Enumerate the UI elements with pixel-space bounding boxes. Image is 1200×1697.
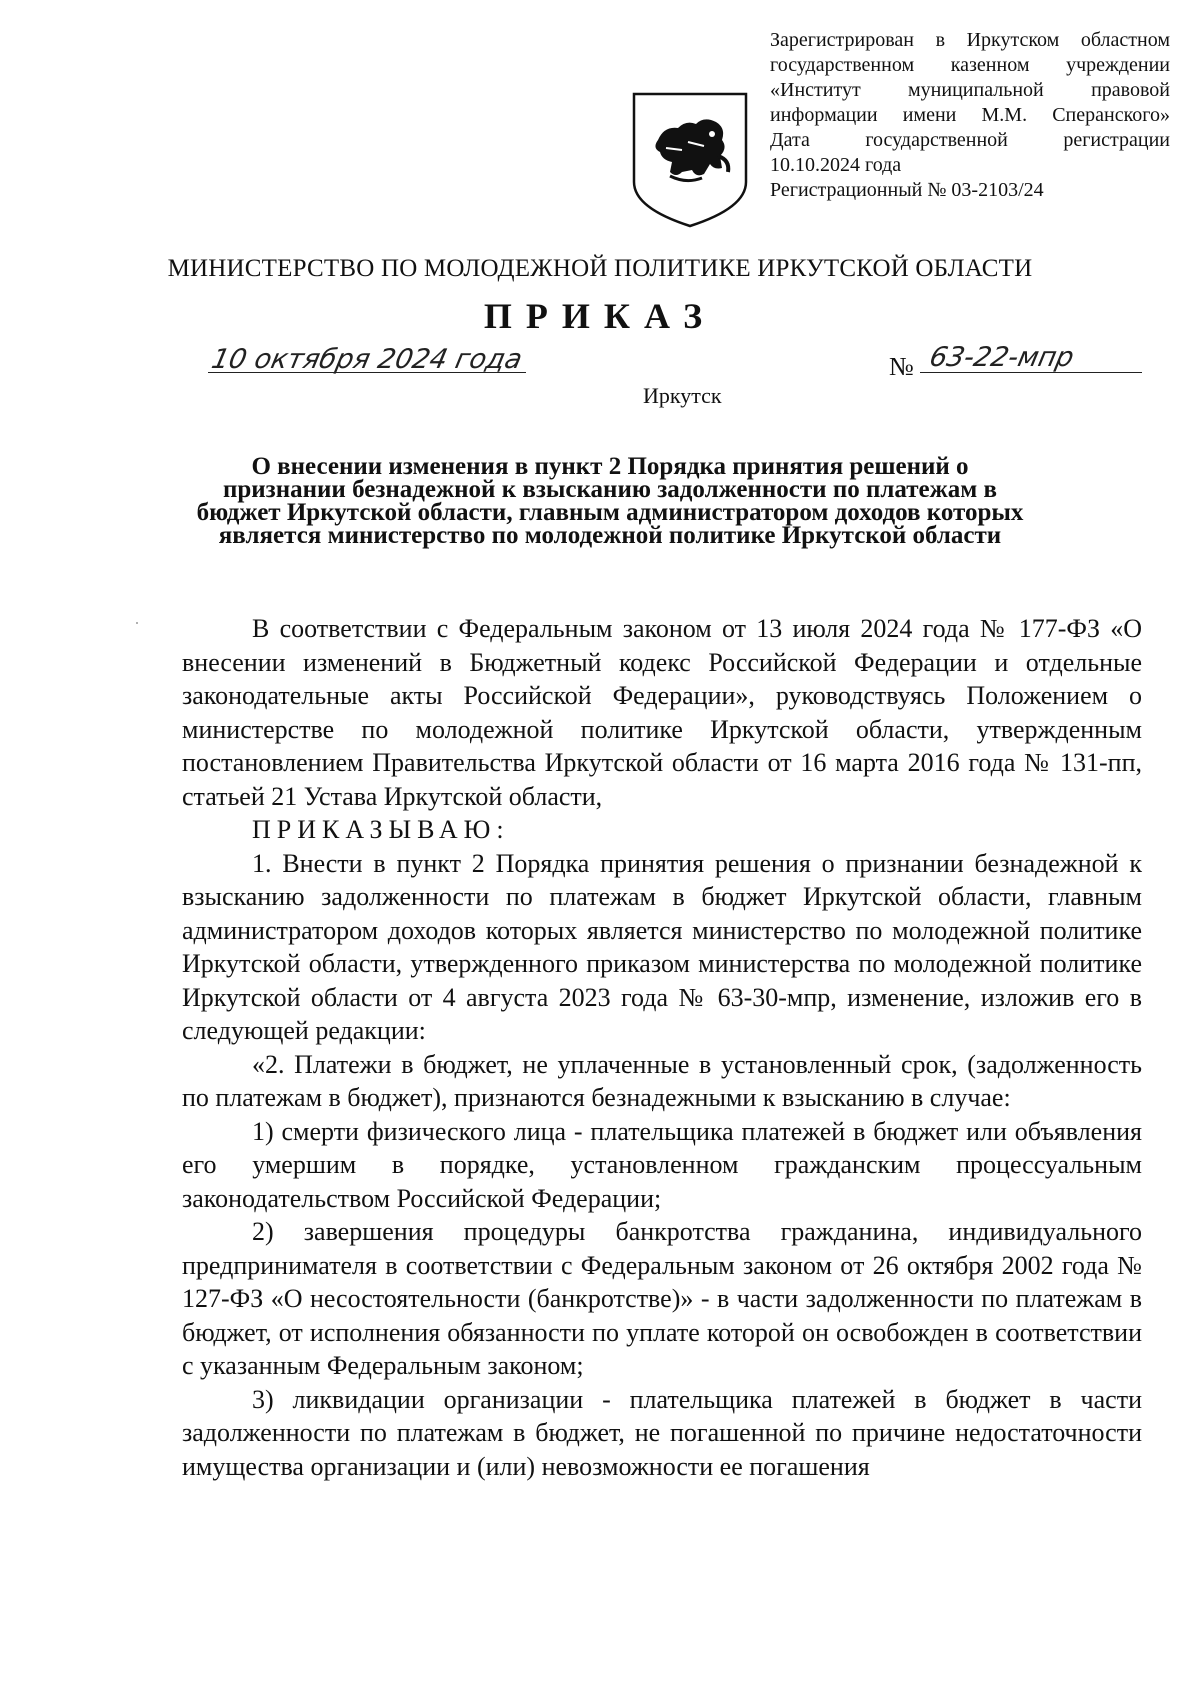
number-sign: № xyxy=(889,352,914,381)
title-line: бюджет Иркутской области, главным администратором доходов которых xyxy=(196,499,1024,526)
document-body xyxy=(182,612,1142,1483)
title-line: является министерство по молодежной политике Иркутской области xyxy=(218,522,1002,549)
registration-line: информации имени М.М. Сперанского» xyxy=(770,104,1170,126)
city: Иркутск xyxy=(643,383,722,408)
registration-line: Дата государственной регистрации xyxy=(770,129,1170,151)
clause-paragraph: 1) смерти физического лица - плательщика платежей в бюджет или объявления его умершим в порядке, установленном гражданским процессуальным законодательством Российской Федерации; xyxy=(182,1116,1142,1213)
registration-line: государственном казенном учреждении xyxy=(770,54,1170,76)
ministry-name: МИНИСТЕРСТВО ПО МОЛОДЕЖНОЙ ПОЛИТИКЕ ИРКУТСКОЙ ОБЛАСТИ xyxy=(167,255,1033,282)
order-keyword: ПРИКАЗЫВАЮ: xyxy=(252,815,510,844)
handwritten-date: 10 октября 2024 года xyxy=(208,344,525,375)
registration-line: Регистрационный № 03-2103/24 xyxy=(770,179,1044,201)
clause-paragraph: «2. Платежи в бюджет, не уплаченные в установленный срок, (задолженность по платежам в бюджет), признаются безнадежными к взысканию в случае: xyxy=(182,1049,1142,1112)
registration-stamp xyxy=(770,28,1170,203)
clause-paragraph: 3) ликвидации организации - плательщика платежей в бюджет в части задолженности по платежам в бюджет, не погашенной по причине недостаточности имущества организации и (или) невозможности ее погашения xyxy=(182,1384,1142,1481)
registration-line: 10.10.2024 года xyxy=(770,154,902,176)
handwritten-number: 63-22-мпр xyxy=(926,342,1077,373)
title-line: признании безнадежной к взысканию задолженности по платежам в xyxy=(222,476,998,503)
scan-speck xyxy=(136,622,138,624)
document-title xyxy=(170,455,1050,547)
registration-line: «Институт муниципальной правовой xyxy=(770,79,1170,101)
clause-paragraph: 1. Внести в пункт 2 Порядка принятия решения о признании безнадежной к взысканию задолженности по платежам в бюджет Иркутской области, главным администратором доходов которых является министерство по молодежной политике Иркутской области, утвержденного приказом министерства по молодежной политике Иркутской области от 4 августа 2023 года № 63-30-мпр, изменение, изложив его в следующей редакции: xyxy=(182,848,1142,1045)
clause-paragraph: 2) завершения процедуры банкротства гражданина, индивидуального предпринимателя в соответствии с Федеральным законом от 26 октября 2002 года № 127-ФЗ «О несостоятельности (банкротстве)» - в части задолженности по платежам в бюджет, от исполнения обязанности по уплате которой он освобожден в соответствии с указанным Федеральным законом; xyxy=(182,1217,1142,1380)
registration-line: Зарегистрирован в Иркутском областном xyxy=(770,29,1170,51)
irkutsk-coat-of-arms-icon xyxy=(630,90,750,230)
date-underline xyxy=(208,372,526,373)
document-type: ПРИКАЗ xyxy=(483,296,717,336)
title-line: О внесении изменения в пункт 2 Порядка принятия решений о xyxy=(251,453,969,480)
number-underline xyxy=(920,372,1142,373)
preamble-paragraph: В соответствии с Федеральным законом от 13 июля 2024 года № 177-ФЗ «О внесении изменений в Бюджетный кодекс Российской Федерации и отдельные законодательные акты Российской Федерации», руководствуясь Положением о министерстве по молодежной политике Иркутской области, утвержденным постановлением Правительства Иркутской области от 16 марта 2016 года № 131-пп, статьей 21 Устава Иркутской области, xyxy=(182,614,1142,811)
